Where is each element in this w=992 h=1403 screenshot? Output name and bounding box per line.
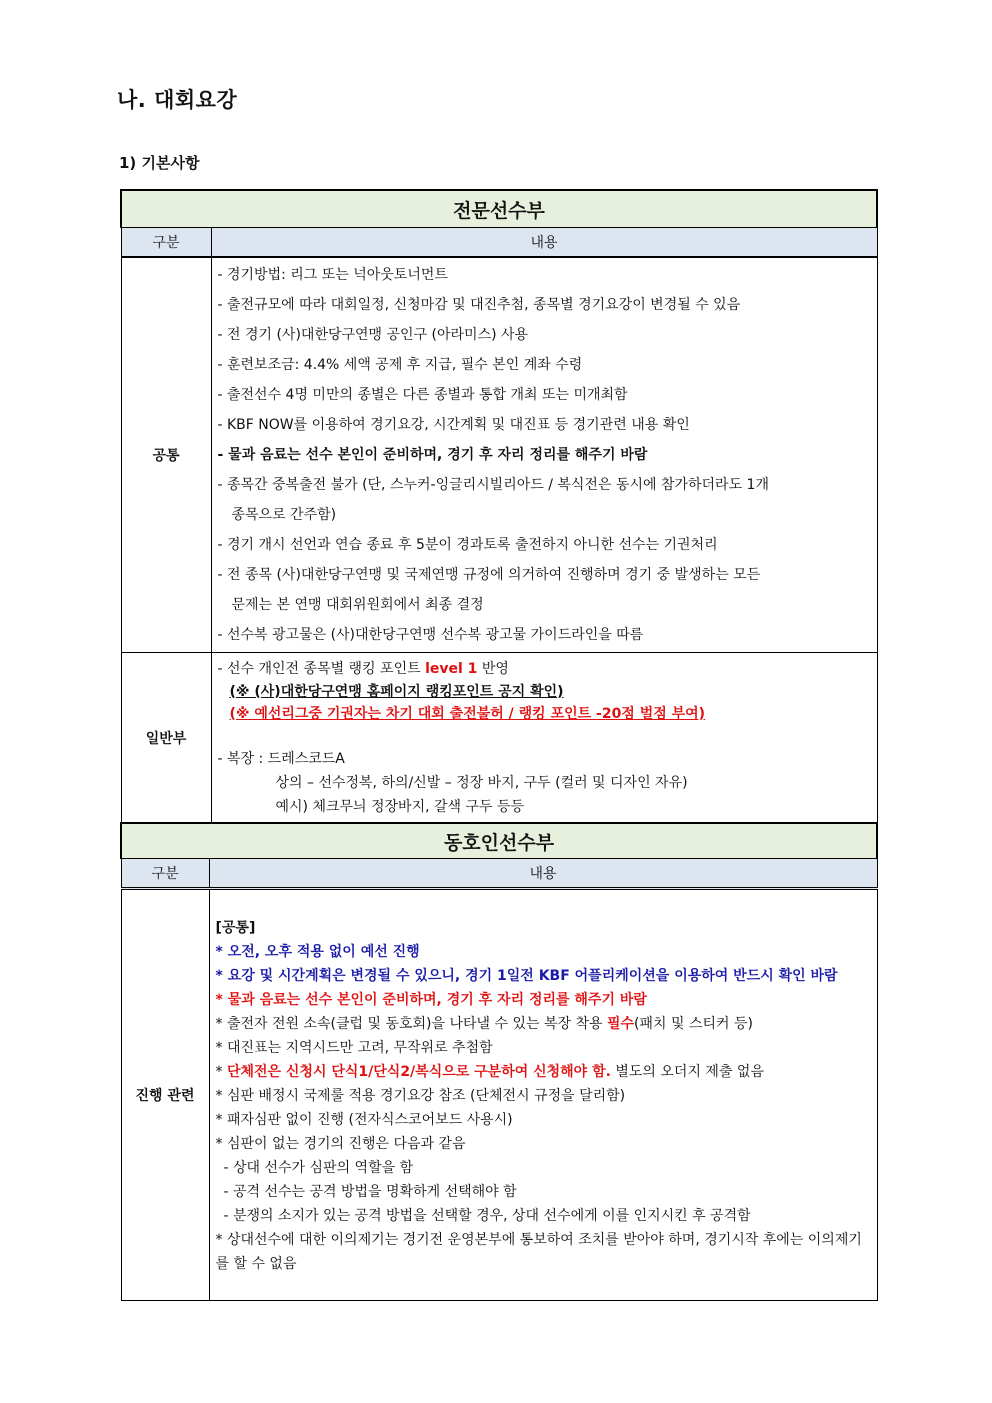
list-item: 종목으로 간주함) (231, 507, 337, 523)
ranking-note: (※ (사)대한당구연맹 홈페이지 랭킹포인트 공지 확인) (229, 684, 564, 700)
list-item: - 종목간 중복출전 불가 (단, 스누커-잉글리시빌리아드 / 복식전은 동시에 참가하더라도 1개 (217, 477, 769, 493)
ranking-level: level 1 (425, 661, 478, 677)
list-item: * 대진표는 지역시드만 고려, 무작위로 추첨함 (215, 1040, 493, 1056)
list-item: * 패자심판 없이 진행 (전자식스코어보드 사용시) (215, 1112, 513, 1128)
column-header-category: 구분 (121, 228, 211, 258)
column-header-content: 내용 (211, 228, 877, 258)
list-item: - 출전규모에 따라 대회일정, 신청마감 및 대진추첨, 종목별 경기요강이 변경될 수 있음 (217, 297, 741, 313)
amateur-division-table (120, 822, 878, 1301)
section-heading: 나. 대회요강 (117, 88, 238, 112)
list-item: * 출전자 전원 소속(클럽 및 동호회)을 나타낼 수 있는 복장 착용 필수(패치 및 스티커 등) (215, 1016, 753, 1032)
dress-detail: 상의 – 선수정복, 하의/신발 – 정장 바지, 구두 (컬러 및 디자인 자유) (275, 775, 688, 791)
common-label: 공통 (121, 257, 211, 653)
penalty-note: (※ 예선리그중 기권자는 차기 대회 출전불허 / 랭킹 포인트 -20점 벌점 부여) (229, 706, 706, 722)
progress-label: 진행 관련 (121, 889, 209, 1301)
list-item: - 전 종목 (사)대한당구연맹 및 국제연맹 규정에 의거하여 진행하며 경기 중 발생하는 모든 (217, 567, 761, 583)
progress-content (209, 889, 877, 1301)
list-item: - 공격 선수는 공격 방법을 명확하게 선택해야 함 (223, 1184, 517, 1200)
list-item: - KBF NOW를 이용하여 경기요강, 시간계획 및 대진표 등 경기관련 내용 확인 (217, 417, 690, 433)
common-content (211, 257, 877, 653)
list-item: - 상대 선수가 심판의 역할을 함 (223, 1160, 414, 1176)
pro-division-title: 전문선수부 (121, 190, 877, 228)
column-header-content: 내용 (209, 859, 877, 889)
dress-code: - 복장 : 드레스코드A (217, 751, 345, 767)
amateur-division-title: 동호인선수부 (121, 823, 877, 859)
subsection-heading: 1) 기본사항 (119, 154, 200, 172)
list-item: - 물과 음료는 선수 본인이 준비하며, 경기 후 자리 정리를 해주기 바람 (217, 447, 648, 463)
list-item: - 경기 개시 선언과 연습 종료 후 5분이 경과토록 출전하지 아니한 선수는 기권처리 (217, 537, 718, 553)
common-tag: [공통] (215, 920, 256, 936)
general-content (211, 653, 877, 824)
dress-example: 예시) 체크무늬 정장바지, 갈색 구두 등등 (275, 799, 525, 815)
list-item: * 심판이 없는 경기의 진행은 다음과 같음 (215, 1136, 466, 1152)
list-item: * 상대선수에 대한 이의제기는 경기전 운영본부에 통보하여 조치를 받아야 하며, 경기시작 후에는 이의제기를 할 수 없음 (215, 1232, 862, 1272)
ranking-line: - 선수 개인전 종목별 랭킹 포인트 level 1 반영 (217, 661, 509, 677)
general-label: 일반부 (121, 653, 211, 824)
list-item: 문제는 본 연맹 대회위원회에서 최종 결정 (231, 597, 484, 613)
list-item: - 경기방법: 리그 또는 넉아웃토너먼트 (217, 267, 448, 283)
column-header-category: 구분 (121, 859, 209, 889)
list-item: - 선수복 광고물은 (사)대한당구연맹 선수복 광고물 가이드라인을 따름 (217, 627, 644, 643)
list-item: * 요강 및 시간계획은 변경될 수 있으니, 경기 1일전 KBF 어플리케이션을 이용하여 반드시 확인 바람 (215, 968, 838, 984)
list-item: * 오전, 오후 적용 없이 예선 진행 (215, 944, 420, 960)
list-item: * 심판 배정시 국제룰 적용 경기요강 참조 (단체전시 규정을 달리함) (215, 1088, 626, 1104)
list-item: - 훈련보조금: 4.4% 세액 공제 후 지급, 필수 본인 계좌 수령 (217, 357, 583, 373)
pro-division-table (120, 189, 878, 824)
list-item: - 출전선수 4명 미만의 종별은 다른 종별과 통합 개최 또는 미개최함 (217, 387, 628, 403)
list-item: * 단체전은 신청시 단식1/단식2/복식으로 구분하여 신청해야 함. 별도의 오더지 제출 없음 (215, 1064, 764, 1080)
list-item: * 물과 음료는 선수 본인이 준비하며, 경기 후 자리 정리를 해주기 바람 (215, 992, 647, 1008)
list-item: - 전 경기 (사)대한당구연맹 공인구 (아라미스) 사용 (217, 327, 529, 343)
list-item: - 분쟁의 소지가 있는 공격 방법을 선택할 경우, 상대 선수에게 이를 인지시킨 후 공격함 (223, 1208, 751, 1224)
